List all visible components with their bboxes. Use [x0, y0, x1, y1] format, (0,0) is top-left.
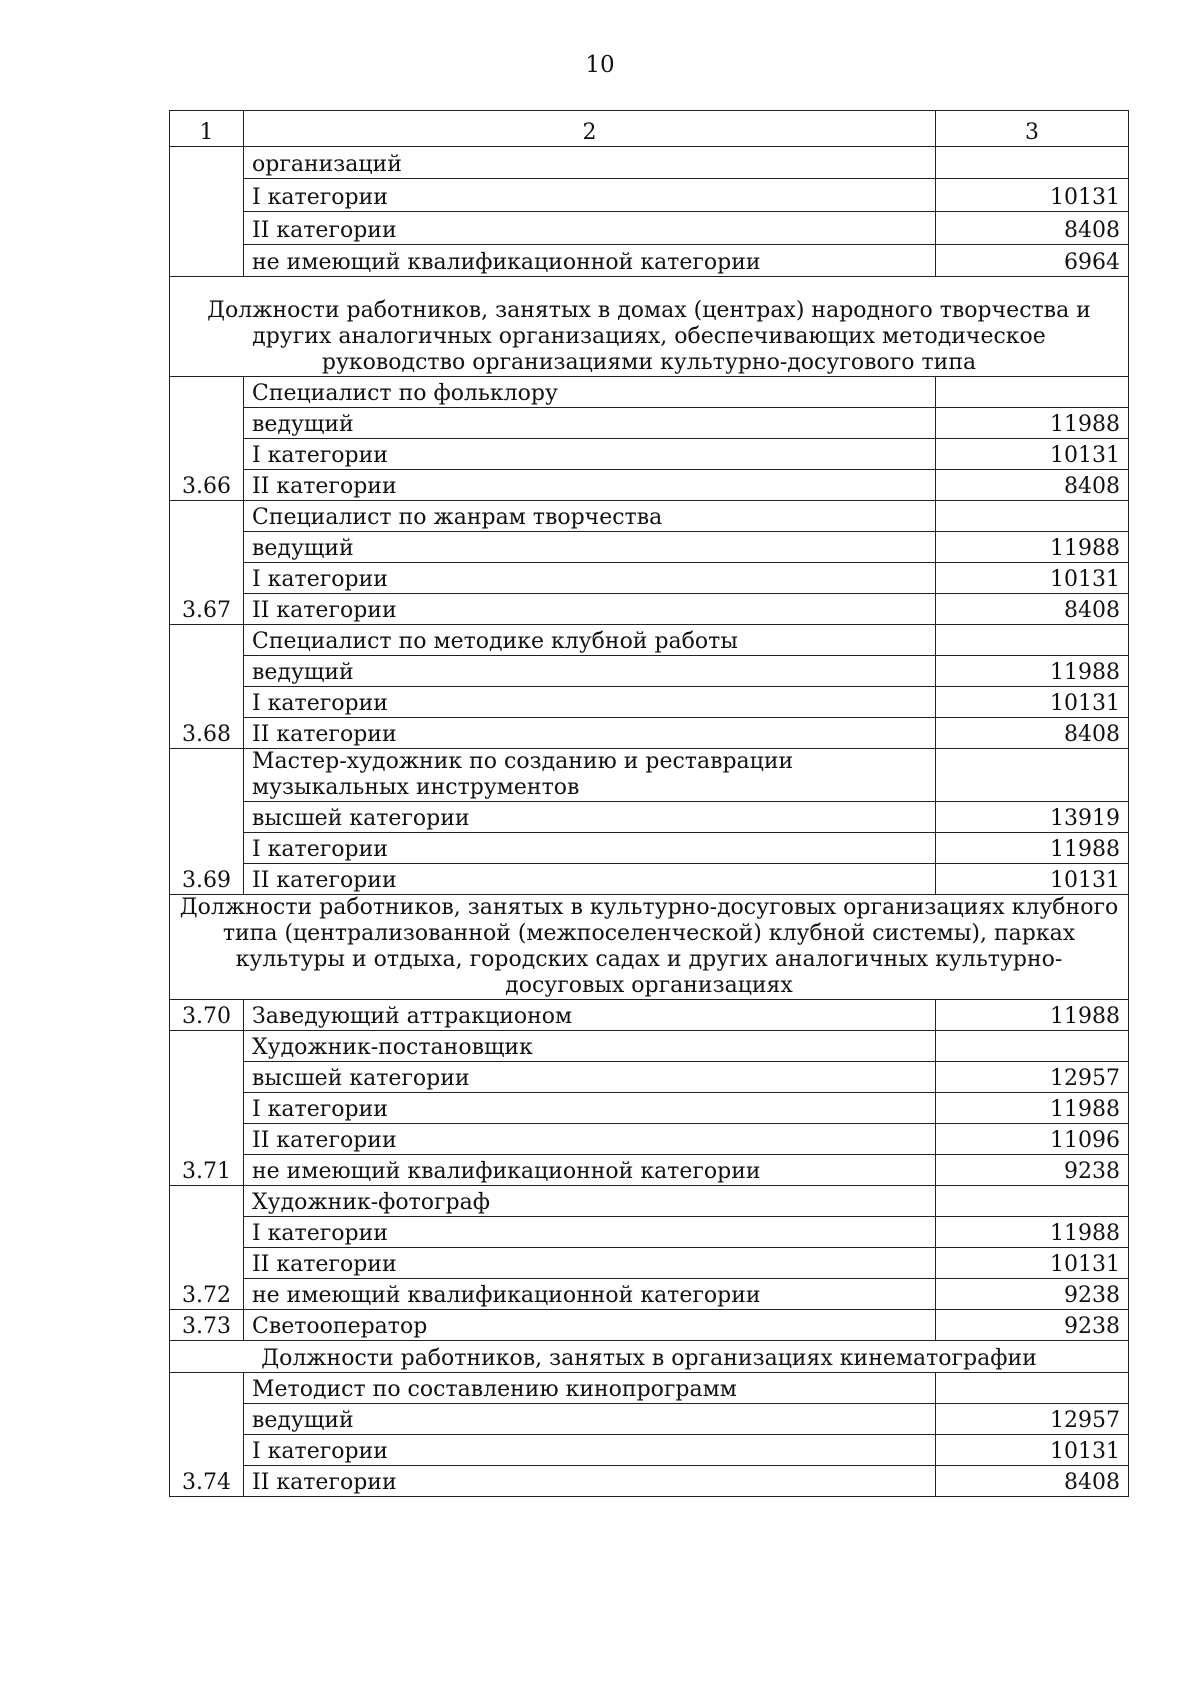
table-row: [170, 1217, 1129, 1248]
table-row: [170, 833, 1129, 864]
table-row: [170, 408, 1129, 439]
value-cell: [936, 1186, 1129, 1217]
table-row: [170, 1435, 1129, 1466]
value-cell: 8408: [936, 1466, 1129, 1497]
value-cell: [936, 1031, 1129, 1062]
value-cell: [936, 749, 1129, 802]
table-row: [170, 1155, 1129, 1186]
item-code: 3.66: [170, 377, 244, 501]
item-code: 3.69: [170, 749, 244, 895]
value-cell: 10131: [936, 1435, 1129, 1466]
item-title: Художник-фотограф: [244, 1186, 936, 1217]
sub-label: I категории: [244, 833, 936, 864]
item-title: Специалист по жанрам творчества: [244, 501, 936, 532]
value-cell: 8408: [936, 470, 1129, 501]
value-cell: 9238: [936, 1279, 1129, 1310]
table-row: [170, 1093, 1129, 1124]
header-col-1: 1: [170, 111, 244, 147]
value-cell: 8408: [936, 212, 1129, 245]
value-cell: 9238: [936, 1310, 1129, 1341]
table-row: [170, 749, 1129, 802]
sub-label: II категории: [244, 864, 936, 895]
table-row: [170, 625, 1129, 656]
sub-label: высшей категории: [244, 802, 936, 833]
sub-label: II категории: [244, 594, 936, 625]
item-code: 3.70: [170, 1000, 244, 1031]
item-title: Мастер-художник по созданию и реставрации музыкальных инструментов: [244, 749, 936, 802]
table-row: [170, 1466, 1129, 1497]
sub-label: II категории: [244, 470, 936, 501]
value-cell: 11988: [936, 408, 1129, 439]
sub-label: I категории: [244, 439, 936, 470]
item-title: Художник-постановщик: [244, 1031, 936, 1062]
sub-label: I категории: [244, 179, 936, 212]
sub-label: ведущий: [244, 1404, 936, 1435]
section-row: [170, 277, 1129, 377]
value-cell: 10131: [936, 439, 1129, 470]
value-cell: 10131: [936, 179, 1129, 212]
sub-label: высшей категории: [244, 1062, 936, 1093]
table-row: [170, 1124, 1129, 1155]
table-row: [170, 470, 1129, 501]
item-title: Светооператор: [244, 1310, 936, 1341]
section-heading: Должности работников, занятых в домах (центрах) народного творчества и других аналогичных организациях, обеспечивающих методическое руководство организациями культурно-досугового типа: [170, 277, 1129, 377]
sub-label: ведущий: [244, 656, 936, 687]
table-row: [170, 864, 1129, 895]
table-row: [170, 1186, 1129, 1217]
header-col-3: 3: [936, 111, 1129, 147]
value-cell: [936, 147, 1129, 179]
sub-label: I категории: [244, 1435, 936, 1466]
table-row: [170, 1062, 1129, 1093]
sub-label: I категории: [244, 1093, 936, 1124]
sub-label: II категории: [244, 1466, 936, 1497]
table-header-row: [170, 111, 1129, 147]
sub-label: II категории: [244, 212, 936, 245]
table-row: [170, 377, 1129, 408]
table-row: [170, 1373, 1129, 1404]
value-cell: 11988: [936, 656, 1129, 687]
value-cell: 8408: [936, 718, 1129, 749]
value-cell: 11988: [936, 1093, 1129, 1124]
section-heading: Должности работников, занятых в культурно-досуговых организациях клубного типа (централизованной (межпоселенческой) клубной системы), парках культуры и отдыха, городских садах и других аналогичных культурно-досуговых организациях: [170, 895, 1129, 1000]
table-row: [170, 1279, 1129, 1310]
value-cell: 12957: [936, 1062, 1129, 1093]
table-row: [170, 1031, 1129, 1062]
table-row: [170, 501, 1129, 532]
value-cell: 10131: [936, 1248, 1129, 1279]
value-cell: 6964: [936, 245, 1129, 277]
value-cell: [936, 377, 1129, 408]
sub-label: I категории: [244, 687, 936, 718]
value-cell: [936, 501, 1129, 532]
table-row: [170, 563, 1129, 594]
value-cell: 10131: [936, 864, 1129, 895]
sub-label: I категории: [244, 1217, 936, 1248]
value-cell: 11988: [936, 532, 1129, 563]
value-cell: 9238: [936, 1155, 1129, 1186]
table-row: [170, 245, 1129, 277]
item-code: 3.74: [170, 1373, 244, 1497]
sub-label: не имеющий квалификационной категории: [244, 1279, 936, 1310]
item-code: 3.73: [170, 1310, 244, 1341]
table-row: [170, 1000, 1129, 1031]
item-code: 3.68: [170, 625, 244, 749]
value-cell: 11988: [936, 833, 1129, 864]
value-cell: [936, 625, 1129, 656]
sub-label: I категории: [244, 563, 936, 594]
item-title: Специалист по методике клубной работы: [244, 625, 936, 656]
salary-table: [169, 110, 1129, 1497]
value-cell: [936, 1373, 1129, 1404]
sub-label: не имеющий квалификационной категории: [244, 1155, 936, 1186]
value-cell: 8408: [936, 594, 1129, 625]
sub-label: II категории: [244, 1248, 936, 1279]
value-cell: 11096: [936, 1124, 1129, 1155]
item-code: 3.71: [170, 1031, 244, 1186]
section-heading: Должности работников, занятых в организациях кинематографии: [170, 1341, 1129, 1373]
sub-label: не имеющий квалификационной категории: [244, 245, 936, 277]
table-row: [170, 179, 1129, 212]
table-row: [170, 212, 1129, 245]
table-row: [170, 1404, 1129, 1435]
value-cell: 13919: [936, 802, 1129, 833]
table-row: [170, 439, 1129, 470]
value-cell: 10131: [936, 687, 1129, 718]
code-cell: [170, 147, 244, 277]
sub-label: ведущий: [244, 408, 936, 439]
sub-label: II категории: [244, 718, 936, 749]
table-row: [170, 1248, 1129, 1279]
section-row: [170, 895, 1129, 1000]
table-row: [170, 718, 1129, 749]
table-row: [170, 656, 1129, 687]
table-row: [170, 594, 1129, 625]
value-cell: 11988: [936, 1000, 1129, 1031]
sub-label: ведущий: [244, 532, 936, 563]
page-number: 10: [585, 52, 615, 78]
value-cell: 10131: [936, 563, 1129, 594]
item-code: 3.67: [170, 501, 244, 625]
item-title: Методист по составлению кинопрограмм: [244, 1373, 936, 1404]
table-row: [170, 1310, 1129, 1341]
table-row: [170, 532, 1129, 563]
section-row: [170, 1341, 1129, 1373]
value-cell: 12957: [936, 1404, 1129, 1435]
sub-label: II категории: [244, 1124, 936, 1155]
item-code: 3.72: [170, 1186, 244, 1310]
item-title: Заведующий аттракционом: [244, 1000, 936, 1031]
table-row: [170, 147, 1129, 179]
table-row: [170, 687, 1129, 718]
header-col-2: 2: [244, 111, 936, 147]
item-title: Специалист по фольклору: [244, 377, 936, 408]
item-title: организаций: [244, 147, 936, 179]
value-cell: 11988: [936, 1217, 1129, 1248]
table-row: [170, 802, 1129, 833]
